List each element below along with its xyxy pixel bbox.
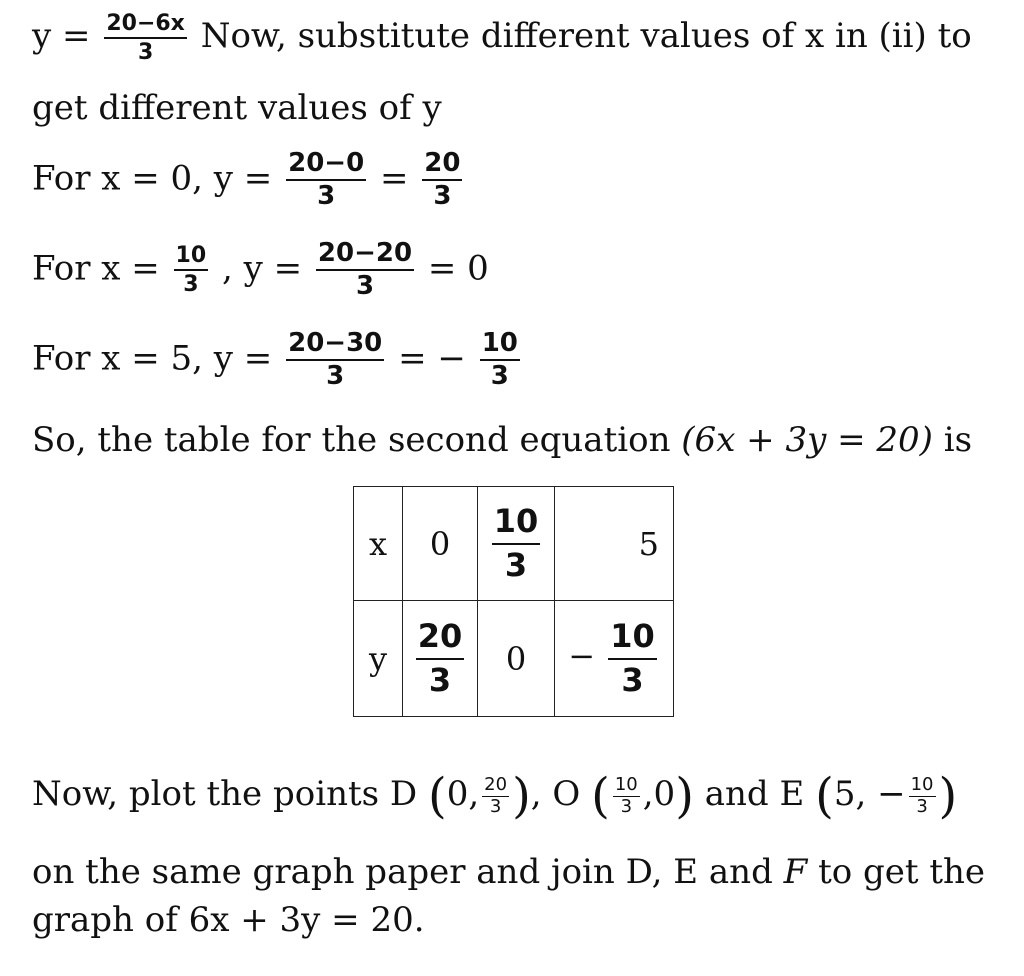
point-f-label: F xyxy=(783,852,808,892)
frac-denominator: 3 xyxy=(326,361,345,392)
cell-y-3 xyxy=(555,601,674,717)
frac-bar xyxy=(492,543,541,545)
frac-numerator: 20 xyxy=(417,616,463,655)
cell-x-3: 5 xyxy=(555,487,674,601)
ex3-equals: = − xyxy=(398,338,466,379)
frac-denominator: 3 xyxy=(355,271,375,302)
frac-numerator: 20−20 xyxy=(317,238,413,268)
y-equals: y = xyxy=(32,16,91,57)
join-tail: to get the xyxy=(818,852,986,892)
paren-close: ) xyxy=(938,768,958,824)
ex2-x-fraction xyxy=(174,244,209,296)
frac-numerator: 10 xyxy=(175,243,207,269)
ex2-fraction xyxy=(316,240,414,301)
frac-denominator: 3 xyxy=(490,361,509,392)
cell-y-1 xyxy=(403,601,478,717)
point-d-fraction xyxy=(482,773,509,817)
cell-y-2: 0 xyxy=(478,601,555,717)
frac-denominator: 3 xyxy=(428,660,452,699)
cell-x-1: 0 xyxy=(403,487,478,601)
ex3-prefix: For x = 5, y = xyxy=(32,338,273,379)
paren-open: ( xyxy=(591,768,610,824)
table-intro-tail: is xyxy=(943,420,973,460)
graph-of-line: graph of 6x + 3y = 20. xyxy=(32,900,425,940)
point-o-y: ,0 xyxy=(642,774,676,814)
cell-x-2 xyxy=(478,487,555,601)
frac-numerator: 10 xyxy=(493,501,539,540)
paren-open: ( xyxy=(427,768,447,824)
point-o-label: , O xyxy=(530,774,581,814)
values-table xyxy=(353,486,674,717)
cell-x-label: x xyxy=(354,487,403,601)
ex3-fraction-2 xyxy=(480,330,520,391)
plot-points-line xyxy=(32,768,958,824)
paren-open: ( xyxy=(815,768,834,824)
frac-numerator: 20 xyxy=(484,773,508,795)
equation-line-y xyxy=(32,12,972,64)
frac-denominator: 3 xyxy=(504,545,528,584)
ex2-prefix: For x = xyxy=(32,248,160,289)
ex2-mid: , y = xyxy=(221,248,303,289)
frac-denominator: 3 xyxy=(137,40,154,66)
y3-minus: − xyxy=(568,637,596,675)
paren-close: ) xyxy=(512,768,531,824)
ex1-prefix: For x = 0, y = xyxy=(32,158,273,199)
join-points-line xyxy=(32,852,985,892)
frac-bar xyxy=(608,658,657,660)
frac-bar xyxy=(174,269,209,271)
table-row-x xyxy=(354,487,674,601)
frac-denominator: 3 xyxy=(916,795,928,817)
fraction-20-6x-over-3 xyxy=(104,12,187,64)
join-text: on the same graph paper and join D, E and xyxy=(32,852,773,892)
frac-denominator: 3 xyxy=(489,795,502,817)
y1-fraction xyxy=(416,616,465,699)
point-d-x: 0, xyxy=(446,774,480,814)
frac-numerator: 10 xyxy=(614,773,638,795)
substitute-text: Now, substitute different values of x in (ii) to xyxy=(200,16,972,57)
cell-y-label: y xyxy=(354,601,403,717)
y3-fraction xyxy=(608,616,657,699)
frac-bar xyxy=(416,658,465,660)
frac-denominator: 3 xyxy=(433,181,452,212)
example-x-10-3 xyxy=(32,240,489,301)
ex3-fraction-1 xyxy=(286,330,384,391)
plot-text-1: Now, plot the points D xyxy=(32,774,418,814)
x2-fraction xyxy=(492,501,541,584)
frac-denominator: 3 xyxy=(620,795,633,817)
table-intro-equation: (6x + 3y = 20) xyxy=(681,420,933,460)
frac-numerator: 20−0 xyxy=(288,148,365,178)
point-e-fraction xyxy=(909,773,936,817)
frac-numerator: 20−30 xyxy=(288,328,383,358)
table-row-y xyxy=(354,601,674,717)
frac-denominator: 3 xyxy=(317,181,336,212)
plot-text-2: and E xyxy=(704,774,805,814)
frac-bar xyxy=(104,37,187,39)
ex1-fraction-2 xyxy=(422,150,462,211)
table-intro-text: So, the table for the second equation xyxy=(32,420,671,460)
frac-denominator: 3 xyxy=(183,272,199,298)
frac-numerator: 20 xyxy=(424,148,461,178)
point-o-fraction xyxy=(613,773,640,817)
frac-numerator: 20−6x xyxy=(106,11,185,36)
ex1-fraction-1 xyxy=(286,150,366,211)
frac-denominator: 3 xyxy=(621,660,644,699)
ex1-equals: = xyxy=(379,158,409,199)
example-x-5 xyxy=(32,330,523,391)
ex2-tail: = 0 xyxy=(427,248,489,289)
get-values-line: get different values of y xyxy=(32,88,442,128)
table-intro-line xyxy=(32,420,972,460)
point-e-x: 5, − xyxy=(833,774,906,814)
frac-numerator: 10 xyxy=(481,328,518,358)
paren-close: ) xyxy=(675,768,694,824)
frac-numerator: 10 xyxy=(910,773,934,795)
example-x-0 xyxy=(32,150,465,211)
frac-numerator: 10 xyxy=(610,616,655,655)
